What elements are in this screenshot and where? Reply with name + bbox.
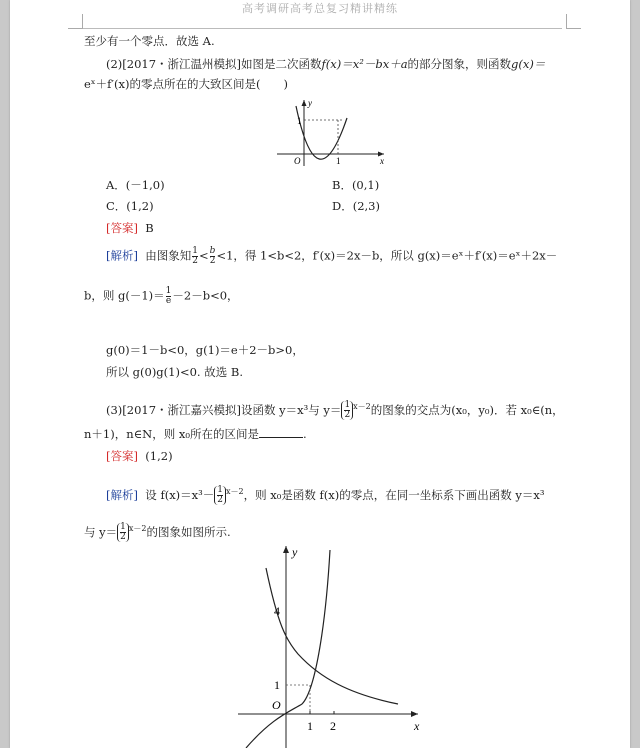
- q2-option-b: B．(0,1): [332, 178, 380, 192]
- q2-sol1-b: <1，得 1<b<2，f′(x)＝2x－b，所以 g(x)＝eˣ＋f′(x)＝eˣ＋2x－: [216, 248, 558, 263]
- graph2-y-label: y: [292, 545, 298, 559]
- q3-solution-line1: [106, 485, 544, 505]
- graph2-tick-2x: 2: [330, 719, 336, 733]
- q2-sol2-a: b，则 g(－1)＝: [84, 288, 165, 303]
- q3-solution-tag: [解析]: [106, 487, 138, 502]
- q2-frac-one-e: $\frac{1}{e}$: [165, 286, 172, 306]
- paragraph-conclusion: 至少有一个零点．故选 A.: [84, 34, 215, 48]
- q2-func-f: f(x)＝x²－bx＋a: [321, 57, 408, 71]
- q2-y-arrow-icon: [302, 100, 307, 106]
- q2-frac-b-half: $\frac{b}{2}$: [209, 246, 216, 266]
- q2-solution-line2: [84, 287, 239, 306]
- q2-text-a: (2)[2017・浙江温州模拟]如图是二次函数: [106, 57, 322, 71]
- q2-line1: [106, 57, 545, 71]
- q3-sol-exponent: x－2: [226, 487, 244, 496]
- q3-sol1-a: 设 f(x)＝x³－: [145, 487, 215, 502]
- q2-parabola-graph: [272, 96, 392, 168]
- graph2-y-arrow-icon: [283, 546, 289, 553]
- q2-answer-tag: [答案]: [106, 221, 138, 235]
- page-header: 高考调研高考总复习精讲精练: [242, 2, 398, 15]
- q2-tick-y1: 1: [297, 116, 302, 126]
- graph2-origin-label: O: [272, 698, 281, 712]
- q3-solution-line2: [84, 522, 231, 542]
- q3-text-a: (3)[2017・浙江嘉兴模拟]设函数 y＝x³与 y＝: [106, 402, 342, 417]
- q2-option-a: A．(－1,0): [106, 178, 165, 192]
- q3-text-c: n＋1)，n∈N，则 x₀所在的区间是: [84, 427, 259, 441]
- document-page: [10, 0, 630, 748]
- q3-line1: [106, 400, 564, 420]
- q2-y-label: y: [308, 98, 312, 108]
- q2-solution-tag: [解析]: [106, 248, 138, 263]
- q2-line2: eˣ＋f′(x)的零点所在的大致区间是( ): [84, 77, 288, 91]
- q2-answer-line: [106, 221, 154, 235]
- q2-frac-half: $\frac{1}{2}$: [192, 246, 199, 266]
- graph2-tick-4: 4: [274, 604, 280, 618]
- q3-sol2-b: 的图象如图所示.: [146, 524, 231, 539]
- graph2-x-arrow-icon: [411, 711, 418, 717]
- q3-answer-blank: [259, 427, 303, 438]
- q3-intersection-graph: [234, 540, 424, 748]
- header-rule: [82, 28, 562, 29]
- q3-sol2-power-base: $\frac{1}{2}$: [117, 523, 129, 542]
- q2-sol2-b: －2－b<0，: [172, 288, 239, 303]
- q3-answer-line: [106, 449, 173, 463]
- graph2-curve-cubic: [246, 550, 330, 748]
- q3-sol-power-base: $\frac{1}{2}$: [214, 486, 226, 505]
- q2-sol1-a: 由图象知: [145, 248, 192, 263]
- margin-corner-mark-left: [68, 14, 83, 29]
- q2-origin-label: O: [294, 156, 301, 166]
- q3-power-base: $\frac{1}{2}$: [341, 401, 353, 420]
- q2-option-c: C．(1,2): [106, 199, 154, 213]
- graph2-x-label: x: [414, 719, 420, 733]
- q3-answer-tag: [答案]: [106, 449, 138, 463]
- q2-func-g: g(x)＝: [511, 57, 546, 71]
- q2-solution-line3: g(0)＝1－b<0，g(1)＝e＋2－b>0，: [106, 343, 304, 357]
- q3-sol1-b: ，则 x₀是函数 f(x)的零点，在同一坐标系下画出函数 y＝x³: [243, 487, 545, 502]
- q3-answer-value: (1,2): [145, 449, 173, 463]
- q2-x-label: x: [380, 156, 384, 166]
- margin-corner-mark-right: [566, 14, 581, 29]
- graph2-tick-1x: 1: [307, 719, 313, 733]
- q2-solution-line4: 所以 g(0)g(1)<0. 故选 B.: [106, 365, 243, 379]
- q3-text-b: 的图象的交点为(x₀，y₀)．若 x₀∈(n，: [370, 402, 564, 417]
- q3-sol2-exponent: x－2: [128, 524, 147, 533]
- q3-exponent: x－2: [353, 402, 371, 411]
- graph2-tick-1y: 1: [274, 678, 280, 692]
- q2-solution-line1: [解析] 由图象知 $\frac{1}{2}$ < $\frac{b}{2}$ <1，得 1<b<2，f′(x)＝2x－b，所以 g(x)＝eˣ＋f′(x)＝eˣ＋2x－: [106, 246, 558, 266]
- q3-line2: n＋1)，n∈N，则 x₀所在的区间是 .: [84, 427, 307, 441]
- q2-text-b: 的部分图象，则函数: [407, 57, 512, 71]
- q2-tick-x1: 1: [336, 156, 341, 166]
- q2-option-d: D．(2,3): [332, 199, 380, 213]
- q3-sol2-a: 与 y＝: [84, 524, 118, 539]
- q2-answer-value: B: [145, 221, 154, 235]
